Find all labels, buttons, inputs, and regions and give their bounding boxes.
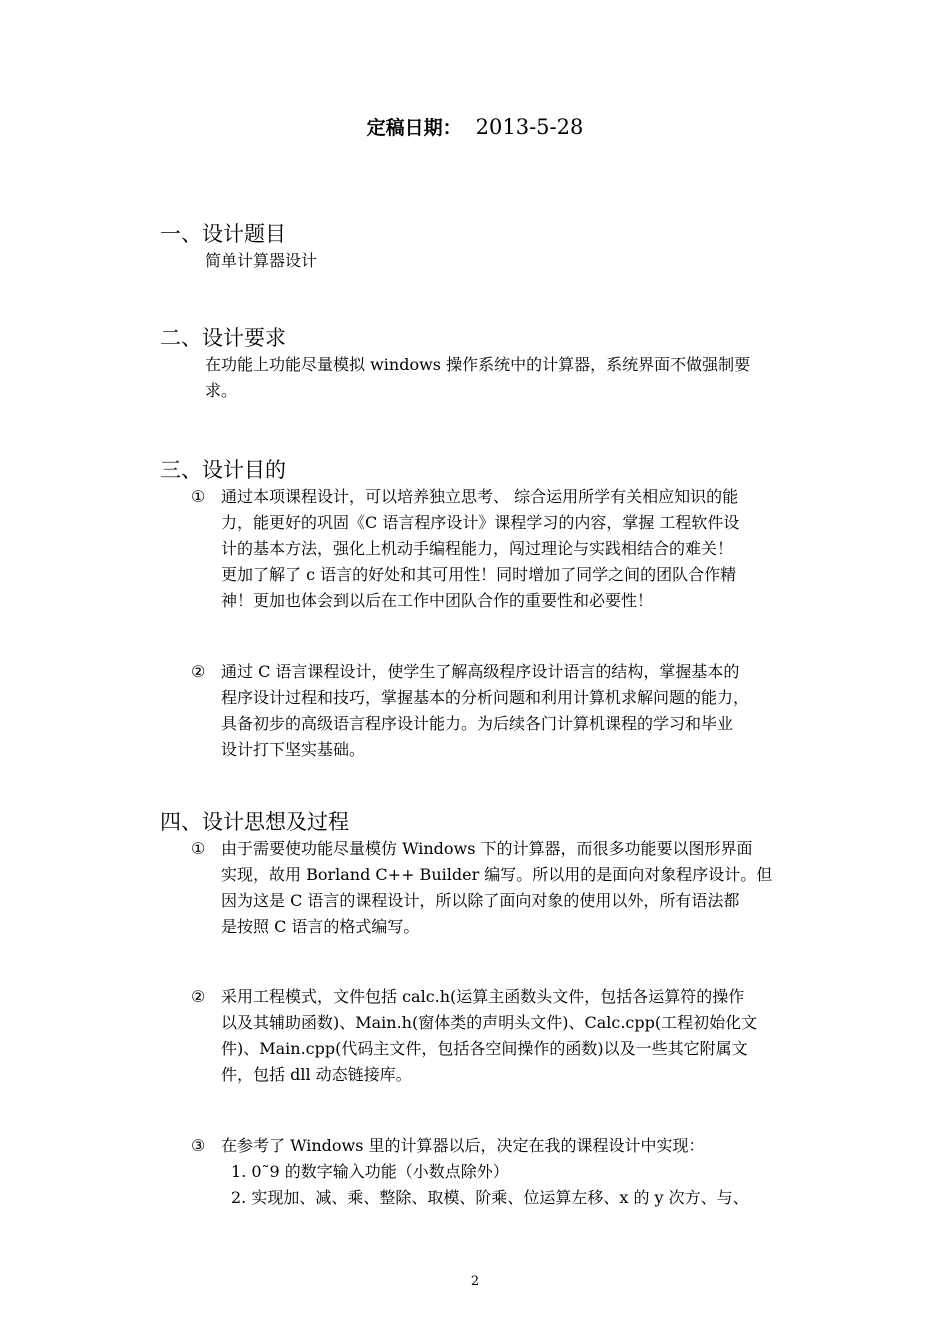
- item-line: 更加了解了 c 语言的好处和其可用性！同时增加了同学之间的团队合作精: [221, 565, 737, 584]
- item-line: 因为这是 C 语言的课程设计，所以除了面向对象的使用以外，所有语法都: [221, 891, 740, 910]
- item-line: 件，包括 dll 动态链接库。: [221, 1065, 412, 1084]
- purpose-item-1: [221, 484, 739, 614]
- section-heading-design-process: 四、设计思想及过程: [160, 810, 349, 834]
- purpose-item-2: [221, 659, 749, 763]
- item-line: 通过本项课程设计，可以培养独立思考、 综合运用所学有关相应知识的能: [221, 487, 739, 506]
- body-line: 求。: [205, 381, 238, 400]
- item-marker: ①: [191, 839, 206, 858]
- item-line: 计的基本方法，强化上机动手编程能力，闯过理论与实践相结合的难关！: [221, 539, 734, 558]
- page-number: 2: [470, 1274, 480, 1289]
- item-line: 以及其辅助函数)、Main.h(窗体类的声明头文件)、Calc.cpp(工程初始化文: [221, 1013, 758, 1032]
- item-line: 在参考了 Windows 里的计算器以后，决定在我的课程设计中实现：: [221, 1136, 705, 1155]
- item-marker: ①: [191, 487, 206, 506]
- item-line: 神！更加也体会到以后在工作中团队合作的重要性和必要性！: [221, 591, 654, 610]
- date-label: 定稿日期：: [366, 117, 462, 139]
- item-line: 程序设计过程和技巧，掌握基本的分析问题和利用计算机求解问题的能力，: [221, 688, 750, 707]
- item-line: 采用工程模式，文件包括 calc.h(运算主函数头文件，包括各运算符的操作: [221, 987, 745, 1006]
- item-marker: ②: [191, 662, 206, 681]
- item-line: 件)、Main.cpp(代码主文件，包括各空间操作的函数)以及一些其它附属文: [221, 1039, 748, 1058]
- section-body-requirements: [205, 352, 750, 404]
- item-line: 通过 C 语言课程设计，使学生了解高级程序设计语言的结构，掌握基本的: [221, 662, 740, 681]
- section-heading-requirements: 二、设计要求: [160, 326, 286, 350]
- section-heading-purpose: 三、设计目的: [160, 458, 286, 482]
- process-item-2: [221, 984, 757, 1088]
- feature-item: 2. 实现加、减、乘、整除、取模、阶乘、位运算左移、x 的 y 次方、与、: [231, 1188, 749, 1207]
- item-line: 设计打下坚实基础。: [221, 740, 366, 759]
- process-item-1: [221, 836, 772, 940]
- date-value: 2013-5-28: [475, 115, 584, 139]
- section-body-topic: 简单计算器设计: [205, 251, 318, 270]
- item-line: 实现，故用 Borland C++ Builder 编写。所以用的是面向对象程序设计。但: [221, 865, 773, 884]
- feature-item: 1. 0˜9 的数字输入功能（小数点除外）: [231, 1162, 509, 1181]
- item-marker: ②: [191, 987, 206, 1006]
- item-line: 由于需要使功能尽量模仿 Windows 下的计算器，而很多功能要以图形界面: [221, 839, 753, 858]
- feature-list: [231, 1159, 749, 1211]
- item-line: 具备初步的高级语言程序设计能力。为后续各门计算机课程的学习和毕业: [221, 714, 734, 733]
- process-item-3: [221, 1133, 705, 1159]
- finalization-date: [0, 113, 950, 140]
- item-marker: ③: [191, 1136, 206, 1155]
- item-line: 是按照 C 语言的格式编写。: [221, 917, 420, 936]
- section-heading-topic: 一、设计题目: [160, 222, 286, 246]
- body-line: 在功能上功能尽量模拟 windows 操作系统中的计算器，系统界面不做强制要: [205, 355, 751, 374]
- item-line: 力，能更好的巩固《C 语言程序设计》课程学习的内容，掌握 工程软件设: [221, 513, 740, 532]
